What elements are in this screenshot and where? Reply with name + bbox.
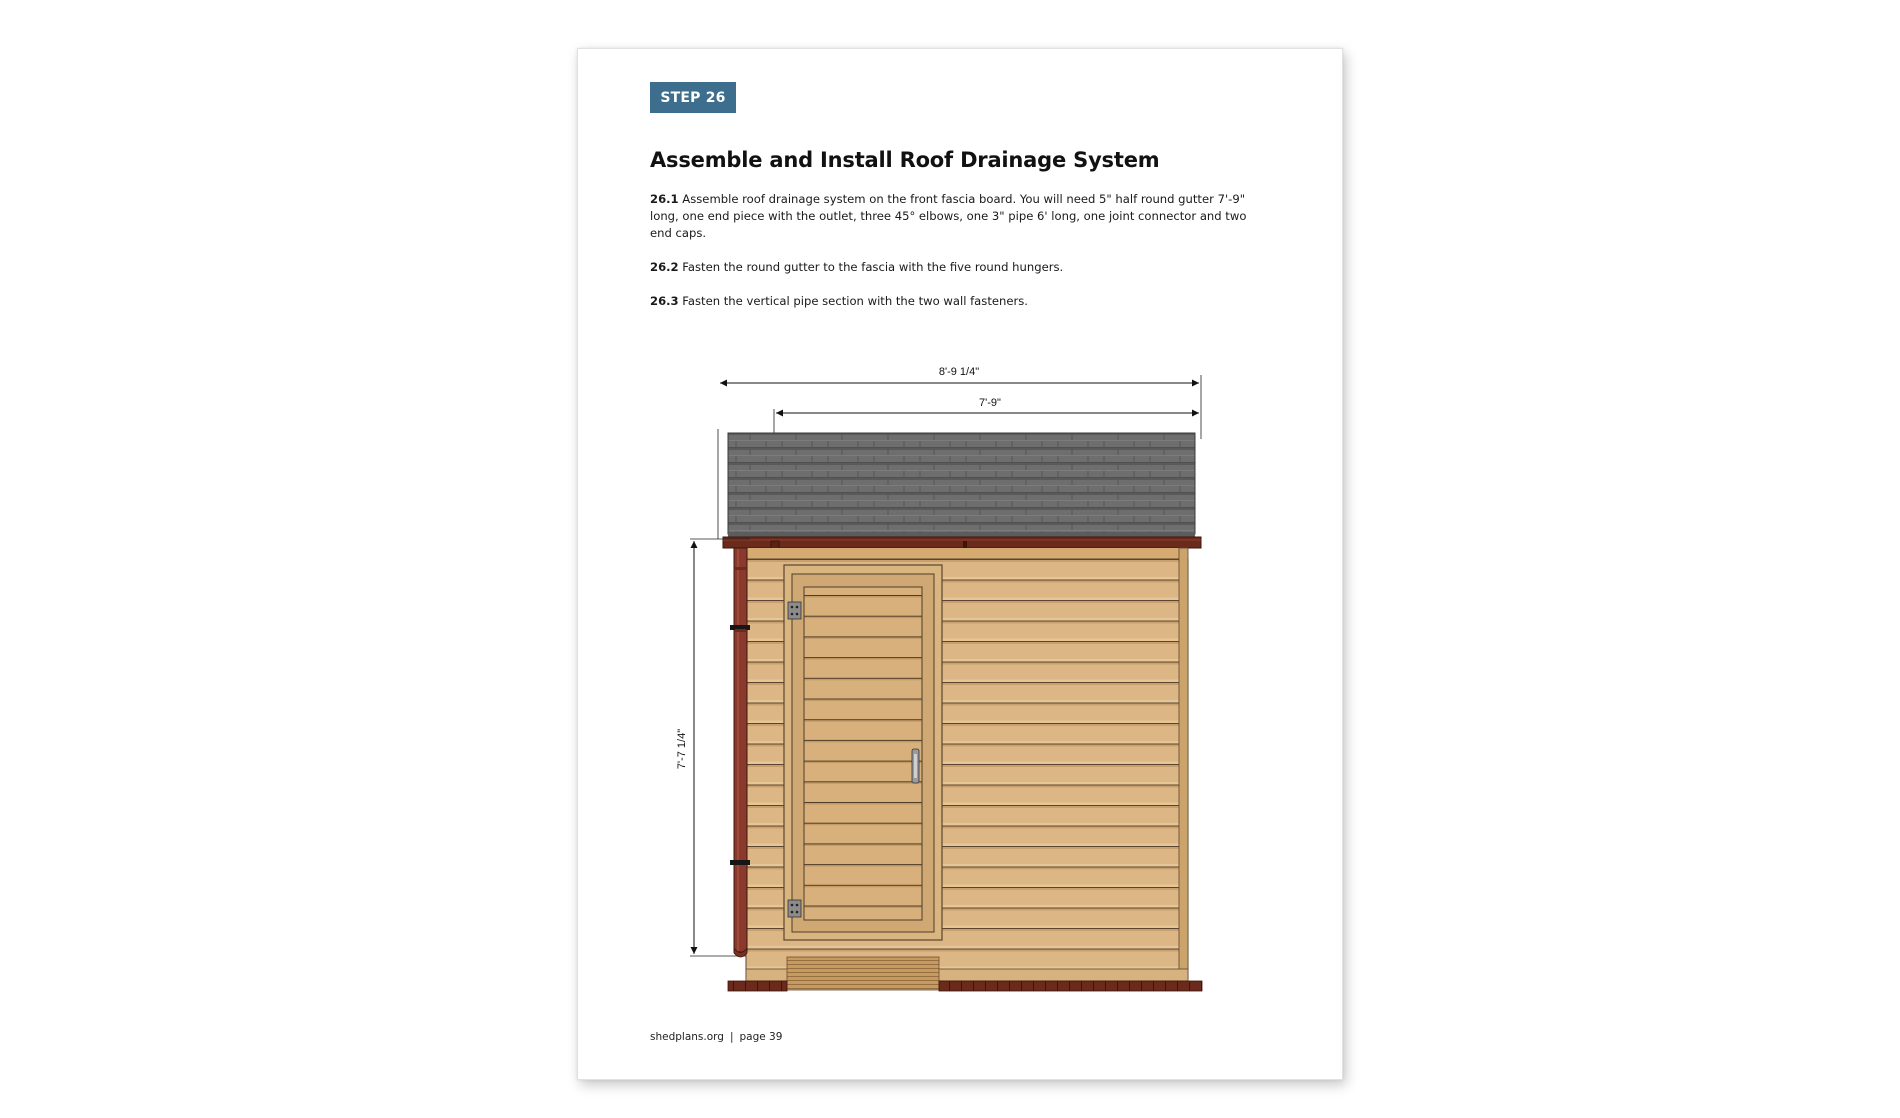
footer-page-number: page 39 [739, 1031, 783, 1043]
shed-elevation-drawing [578, 49, 1342, 1079]
step-badge: STEP 26 [650, 82, 736, 113]
page-title: Assemble and Install Roof Drainage System [650, 148, 1160, 172]
document-page [577, 48, 1343, 1080]
footer-separator: | [729, 1031, 734, 1043]
instruction-text: Fasten the vertical pipe section with the two wall fasteners. [682, 294, 1028, 308]
dim-label-wall-height: 7'-7 1/4" [676, 728, 688, 770]
instruction-number: 26.2 [650, 260, 679, 274]
instruction-text: Assemble roof drainage system on the front fascia board. You will need 5" half round gutter 7'-9" long, one end piece with the outlet, three 45° elbows, one 3" pipe 6' long, one joint connector and two end caps. [650, 192, 1247, 240]
page-footer [650, 1031, 782, 1043]
dim-label-overall-width: 8'-9 1/4" [938, 366, 980, 378]
shed-door [784, 565, 942, 940]
instruction-number: 26.1 [650, 192, 679, 206]
hinge-icon [788, 900, 801, 917]
roof-shingles [728, 433, 1195, 537]
instruction-number: 26.3 [650, 294, 679, 308]
dim-label-gutter-length: 7'-9" [979, 397, 1001, 409]
footer-site: shedplans.org [650, 1031, 724, 1043]
entry-steps [787, 957, 939, 990]
wall-fastener-lower [730, 860, 750, 865]
instruction-text: Fasten the round gutter to the fascia with the five round hungers. [682, 260, 1064, 274]
front-fascia-gutter [723, 537, 1201, 549]
downspout-pipe [730, 548, 750, 957]
door-handle-icon [912, 749, 919, 783]
hinge-icon [788, 602, 801, 619]
